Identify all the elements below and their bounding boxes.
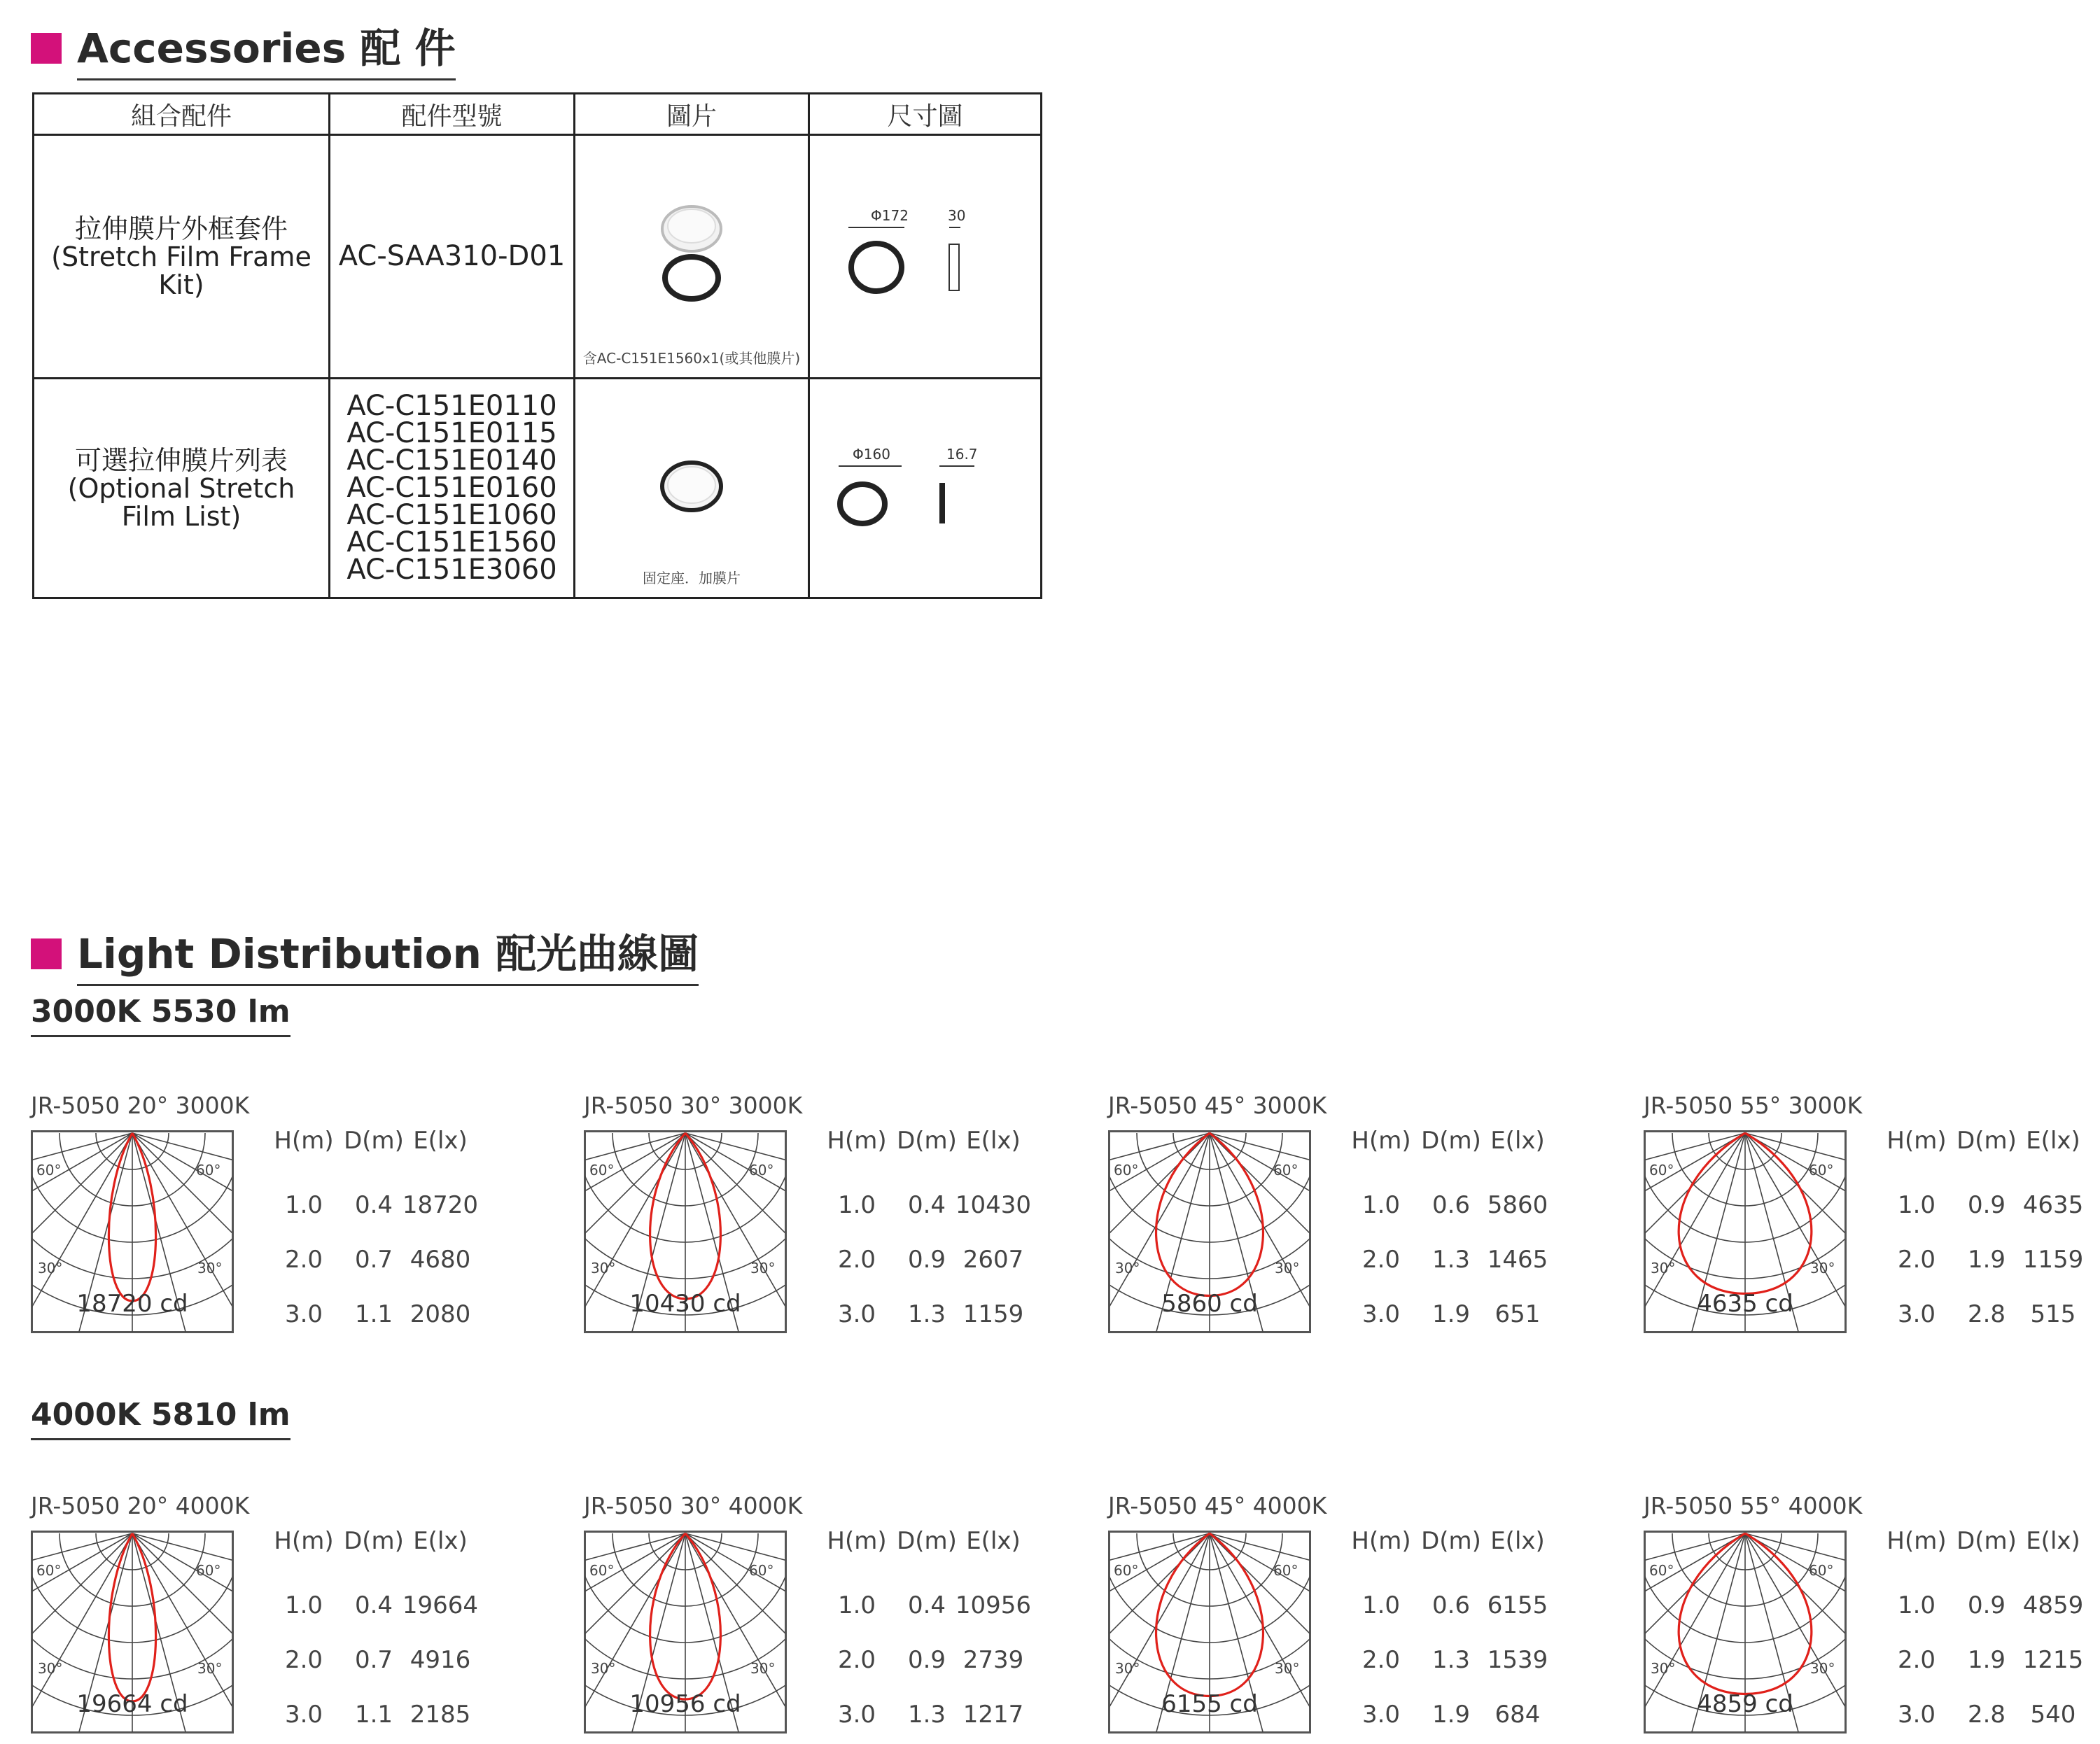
section-marker bbox=[31, 938, 62, 969]
column-header: E(lx) bbox=[413, 1127, 468, 1155]
illuminance-cell: 0.7 bbox=[354, 1646, 393, 1674]
illuminance-cell: 0.4 bbox=[907, 1191, 946, 1219]
illuminance-cell: 4916 bbox=[410, 1646, 471, 1674]
angle-label: 30° bbox=[1115, 1260, 1140, 1277]
polar-diagram-panel bbox=[1644, 1092, 2100, 1344]
model-number: AC-C151E1560 bbox=[346, 526, 557, 558]
peak-candela-label: 5860 cd bbox=[1161, 1290, 1258, 1318]
accessories-heading bbox=[31, 15, 456, 80]
column-header: D(m) bbox=[897, 1127, 957, 1155]
stretch-film-image bbox=[650, 450, 734, 527]
stretch-film-dimension-drawing bbox=[834, 446, 1016, 530]
column-header: D(m) bbox=[897, 1527, 957, 1555]
frame-kit-image bbox=[650, 201, 734, 313]
table-row bbox=[34, 135, 1042, 379]
model-number: AC-C151E0110 bbox=[346, 390, 557, 422]
angle-label: 30° bbox=[197, 1260, 223, 1277]
angle-label: 30° bbox=[591, 1260, 616, 1277]
polar-diagram-panel bbox=[31, 1492, 521, 1744]
angle-label: 30° bbox=[591, 1660, 616, 1677]
column-header: H(m) bbox=[274, 1127, 334, 1155]
peak-candela-label: 6155 cd bbox=[1161, 1690, 1258, 1718]
illuminance-cell: 2.0 bbox=[284, 1246, 323, 1274]
diagram-title: JR-5050 20° 3000K bbox=[31, 1092, 250, 1119]
illuminance-cell: 1.0 bbox=[837, 1591, 876, 1619]
illuminance-cell: 1539 bbox=[1487, 1646, 1548, 1674]
illuminance-table bbox=[818, 1527, 1070, 1737]
accessories-title: Accessories 配 件 bbox=[77, 15, 456, 80]
column-header: D(m) bbox=[344, 1527, 404, 1555]
dim-diameter-label: Φ160 bbox=[852, 446, 890, 463]
illuminance-cell: 1.0 bbox=[1362, 1191, 1401, 1219]
dim-diameter-label: Φ172 bbox=[870, 207, 909, 224]
picture-cell bbox=[575, 379, 809, 598]
polar-diagram-panel bbox=[1108, 1492, 1598, 1744]
illuminance-cell: 1.9 bbox=[1432, 1701, 1471, 1729]
group-title-4000k: 4000K 5810 lm bbox=[31, 1397, 290, 1440]
illuminance-cell: 1.1 bbox=[354, 1300, 393, 1328]
illuminance-cell: 10430 bbox=[955, 1191, 1032, 1219]
accessories-table bbox=[32, 92, 1042, 599]
illuminance-cell: 1159 bbox=[962, 1300, 1024, 1328]
table-header-row bbox=[34, 94, 1042, 135]
angle-label: 60° bbox=[1114, 1562, 1139, 1579]
illuminance-cell: 2739 bbox=[962, 1646, 1024, 1674]
peak-candela-label: 4859 cd bbox=[1697, 1690, 1793, 1718]
illuminance-cell: 2.0 bbox=[1897, 1246, 1936, 1274]
column-header: H(m) bbox=[1351, 1127, 1411, 1155]
diagram-title: JR-5050 55° 4000K bbox=[1644, 1492, 1863, 1519]
illuminance-cell: 3.0 bbox=[1362, 1300, 1401, 1328]
angle-label: 60° bbox=[589, 1162, 615, 1179]
illuminance-cell: 3.0 bbox=[1897, 1701, 1936, 1729]
model-cell bbox=[330, 135, 575, 379]
model-number: AC-C151E0115 bbox=[346, 417, 557, 449]
angle-label: 30° bbox=[197, 1660, 223, 1677]
model-number: AC-C151E3060 bbox=[346, 554, 557, 586]
angle-label: 30° bbox=[1651, 1660, 1676, 1677]
illuminance-cell: 2185 bbox=[410, 1701, 471, 1729]
angle-label: 60° bbox=[589, 1562, 615, 1579]
model-list-cell bbox=[330, 379, 575, 598]
illuminance-cell: 1159 bbox=[2022, 1246, 2084, 1274]
angle-label: 30° bbox=[750, 1260, 776, 1277]
angle-label: 60° bbox=[749, 1162, 774, 1179]
illuminance-cell: 1.1 bbox=[354, 1701, 393, 1729]
illuminance-cell: 0.7 bbox=[354, 1246, 393, 1274]
column-header: D(m) bbox=[344, 1127, 404, 1155]
illuminance-cell: 651 bbox=[1494, 1300, 1541, 1328]
column-header: H(m) bbox=[827, 1527, 887, 1555]
peak-candela-label: 4635 cd bbox=[1697, 1290, 1793, 1318]
illuminance-cell: 2.0 bbox=[1897, 1646, 1936, 1674]
illuminance-table bbox=[1878, 1527, 2100, 1737]
column-header: D(m) bbox=[1956, 1527, 2017, 1555]
header-model: 配件型號 bbox=[330, 94, 575, 135]
illuminance-table bbox=[1343, 1127, 1595, 1337]
angle-label: 60° bbox=[36, 1562, 62, 1579]
angle-label: 30° bbox=[1275, 1660, 1300, 1677]
illuminance-cell: 10956 bbox=[955, 1591, 1032, 1619]
angle-label: 60° bbox=[1114, 1162, 1139, 1179]
polar-diagram-panel bbox=[31, 1092, 521, 1344]
polar-diagram-panel bbox=[1108, 1092, 1598, 1344]
column-header: D(m) bbox=[1421, 1127, 1481, 1155]
illuminance-table bbox=[265, 1127, 517, 1337]
light-distribution-heading bbox=[31, 921, 699, 986]
model-number: AC-SAA310-D01 bbox=[338, 240, 566, 272]
illuminance-cell: 1.9 bbox=[1967, 1246, 2006, 1274]
illuminance-cell: 0.4 bbox=[354, 1591, 393, 1619]
illuminance-cell: 2080 bbox=[410, 1300, 471, 1328]
column-header: E(lx) bbox=[2026, 1527, 2080, 1555]
diagram-title: JR-5050 30° 4000K bbox=[584, 1492, 803, 1519]
illuminance-cell: 1.3 bbox=[907, 1701, 946, 1729]
illuminance-cell: 1.0 bbox=[1897, 1191, 1936, 1219]
angle-label: 30° bbox=[1810, 1660, 1835, 1677]
table-row bbox=[34, 379, 1042, 598]
header-dimension: 尺寸圖 bbox=[809, 94, 1042, 135]
illuminance-cell: 1.3 bbox=[907, 1300, 946, 1328]
header-picture: 圖片 bbox=[575, 94, 809, 135]
dimension-cell bbox=[809, 379, 1042, 598]
illuminance-cell: 540 bbox=[2030, 1701, 2076, 1729]
picture-caption: 含AC-C151E1560x1(或其他膜片) bbox=[582, 350, 801, 367]
illuminance-cell: 1.3 bbox=[1432, 1646, 1471, 1674]
film-name-en: (Optional Stretch bbox=[67, 472, 295, 504]
illuminance-cell: 5860 bbox=[1487, 1191, 1548, 1219]
illuminance-cell: 1215 bbox=[2022, 1646, 2084, 1674]
illuminance-cell: 0.9 bbox=[907, 1246, 946, 1274]
angle-label: 60° bbox=[1809, 1562, 1834, 1579]
illuminance-cell: 3.0 bbox=[1897, 1300, 1936, 1328]
illuminance-cell: 1.3 bbox=[1432, 1246, 1471, 1274]
illuminance-table bbox=[265, 1527, 517, 1737]
peak-candela-label: 10956 cd bbox=[629, 1690, 741, 1718]
column-header: E(lx) bbox=[966, 1127, 1021, 1155]
illuminance-cell: 4859 bbox=[2022, 1591, 2084, 1619]
angle-label: 30° bbox=[1115, 1660, 1140, 1677]
frame-kit-dimension-drawing bbox=[834, 208, 1016, 306]
illuminance-cell: 2.0 bbox=[837, 1246, 876, 1274]
header-combo: 組合配件 bbox=[34, 94, 330, 135]
illuminance-cell: 1.9 bbox=[1967, 1646, 2006, 1674]
illuminance-cell: 1.0 bbox=[837, 1191, 876, 1219]
column-header: E(lx) bbox=[966, 1527, 1021, 1555]
illuminance-cell: 1.0 bbox=[284, 1591, 323, 1619]
model-number: AC-C151E0140 bbox=[346, 444, 557, 477]
illuminance-cell: 1.0 bbox=[1362, 1591, 1401, 1619]
angle-label: 30° bbox=[1810, 1260, 1835, 1277]
illuminance-cell: 2.0 bbox=[837, 1646, 876, 1674]
illuminance-cell: 2.0 bbox=[1362, 1246, 1401, 1274]
film-name-en-2: Film List) bbox=[121, 500, 241, 532]
angle-label: 60° bbox=[1649, 1162, 1674, 1179]
diagram-title: JR-5050 45° 4000K bbox=[1108, 1492, 1327, 1519]
model-number: AC-C151E0160 bbox=[346, 472, 557, 504]
angle-label: 60° bbox=[1649, 1562, 1674, 1579]
model-number: AC-C151E1060 bbox=[346, 499, 557, 531]
column-header: D(m) bbox=[1421, 1527, 1481, 1555]
group-title-3000k: 3000K 5530 lm bbox=[31, 994, 290, 1037]
illuminance-cell: 0.9 bbox=[1967, 1191, 2006, 1219]
angle-label: 60° bbox=[1809, 1162, 1834, 1179]
illuminance-cell: 1465 bbox=[1487, 1246, 1548, 1274]
angle-label: 60° bbox=[1273, 1162, 1298, 1179]
peak-candela-label: 10430 cd bbox=[629, 1290, 741, 1318]
column-header: H(m) bbox=[1886, 1527, 1947, 1555]
illuminance-cell: 4680 bbox=[410, 1246, 471, 1274]
kit-name-cell bbox=[34, 135, 330, 379]
illuminance-cell: 0.4 bbox=[354, 1191, 393, 1219]
column-header: E(lx) bbox=[413, 1527, 468, 1555]
angle-label: 60° bbox=[196, 1162, 221, 1179]
kit-name-en: (Stretch Film Frame Kit) bbox=[51, 241, 312, 300]
illuminance-cell: 684 bbox=[1494, 1701, 1541, 1729]
column-header: E(lx) bbox=[1490, 1527, 1545, 1555]
column-header: H(m) bbox=[1351, 1527, 1411, 1555]
angle-label: 60° bbox=[196, 1562, 221, 1579]
illuminance-cell: 2.0 bbox=[1362, 1646, 1401, 1674]
film-name-cell bbox=[34, 379, 330, 598]
angle-label: 30° bbox=[1275, 1260, 1300, 1277]
polar-diagram-panel bbox=[1644, 1492, 2100, 1744]
illuminance-cell: 1217 bbox=[962, 1701, 1024, 1729]
picture-cell bbox=[575, 135, 809, 379]
kit-name-zh: 拉伸膜片外框套件 bbox=[74, 213, 288, 244]
angle-label: 60° bbox=[1273, 1562, 1298, 1579]
illuminance-cell: 4635 bbox=[2022, 1191, 2084, 1219]
peak-candela-label: 19664 cd bbox=[76, 1690, 188, 1718]
illuminance-table bbox=[818, 1127, 1070, 1337]
illuminance-cell: 6155 bbox=[1487, 1591, 1548, 1619]
illuminance-cell: 3.0 bbox=[284, 1300, 323, 1328]
illuminance-cell: 3.0 bbox=[837, 1300, 876, 1328]
illuminance-cell: 0.6 bbox=[1432, 1591, 1471, 1619]
dimension-cell bbox=[809, 135, 1042, 379]
film-name-zh: 可選拉伸膜片列表 bbox=[74, 444, 288, 476]
illuminance-cell: 3.0 bbox=[837, 1701, 876, 1729]
illuminance-cell: 1.9 bbox=[1432, 1300, 1471, 1328]
illuminance-cell: 1.0 bbox=[1897, 1591, 1936, 1619]
illuminance-cell: 18720 bbox=[402, 1191, 479, 1219]
diagram-title: JR-5050 30° 3000K bbox=[584, 1092, 803, 1119]
dim-height-label: 30 bbox=[947, 207, 965, 224]
column-header: D(m) bbox=[1956, 1127, 2017, 1155]
diagram-title: JR-5050 55° 3000K bbox=[1644, 1092, 1863, 1119]
angle-label: 30° bbox=[38, 1260, 63, 1277]
column-header: E(lx) bbox=[2026, 1127, 2080, 1155]
illuminance-cell: 3.0 bbox=[1362, 1701, 1401, 1729]
illuminance-table bbox=[1343, 1527, 1595, 1737]
angle-label: 30° bbox=[750, 1660, 776, 1677]
section-marker bbox=[31, 33, 62, 64]
illuminance-cell: 2.8 bbox=[1967, 1701, 2006, 1729]
illuminance-cell: 1.0 bbox=[284, 1191, 323, 1219]
illuminance-table bbox=[1878, 1127, 2100, 1337]
illuminance-cell: 2.0 bbox=[284, 1646, 323, 1674]
illuminance-cell: 515 bbox=[2030, 1300, 2076, 1328]
illuminance-cell: 0.6 bbox=[1432, 1191, 1471, 1219]
illuminance-cell: 0.9 bbox=[1967, 1591, 2006, 1619]
angle-label: 30° bbox=[1651, 1260, 1676, 1277]
dim-height-label: 16.7 bbox=[946, 446, 978, 463]
illuminance-cell: 0.9 bbox=[907, 1646, 946, 1674]
illuminance-cell: 3.0 bbox=[284, 1701, 323, 1729]
illuminance-cell: 0.4 bbox=[907, 1591, 946, 1619]
column-header: H(m) bbox=[827, 1127, 887, 1155]
angle-label: 60° bbox=[36, 1162, 62, 1179]
angle-label: 60° bbox=[749, 1562, 774, 1579]
illuminance-cell: 2607 bbox=[962, 1246, 1024, 1274]
peak-candela-label: 18720 cd bbox=[76, 1290, 188, 1318]
diagram-title: JR-5050 20° 4000K bbox=[31, 1492, 250, 1519]
column-header: H(m) bbox=[274, 1527, 334, 1555]
diagram-title: JR-5050 45° 3000K bbox=[1108, 1092, 1327, 1119]
illuminance-cell: 2.8 bbox=[1967, 1300, 2006, 1328]
column-header: E(lx) bbox=[1490, 1127, 1545, 1155]
picture-caption: 固定座．加膜片 bbox=[643, 570, 741, 586]
column-header: H(m) bbox=[1886, 1127, 1947, 1155]
polar-diagram-panel bbox=[584, 1092, 1074, 1344]
polar-diagram-panel bbox=[584, 1492, 1074, 1744]
light-distribution-title: Light Distribution 配光曲線圖 bbox=[77, 921, 699, 986]
illuminance-cell: 19664 bbox=[402, 1591, 479, 1619]
angle-label: 30° bbox=[38, 1660, 63, 1677]
